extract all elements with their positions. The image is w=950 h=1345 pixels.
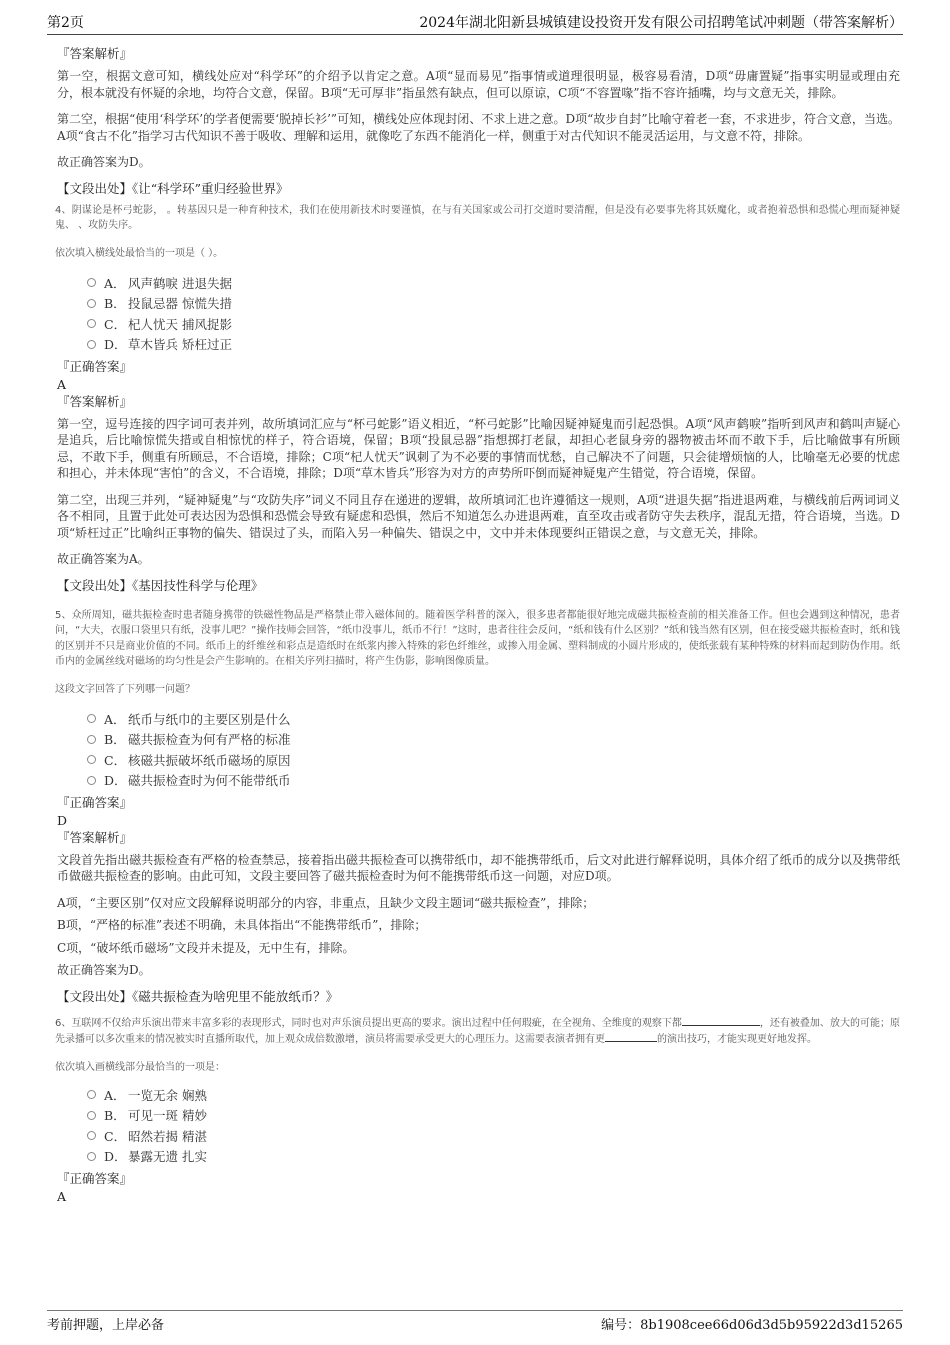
- correct-answer-label: 『正确答案』: [57, 358, 133, 374]
- option-a[interactable]: A． 一览无余 娴熟: [87, 1085, 900, 1106]
- option-c[interactable]: C． 昭然若揭 精湛: [87, 1126, 900, 1147]
- page-content: [55, 42, 900, 1206]
- question-stem: 6、互联网不仅给声乐演出带来丰富多彩的表现形式，同时也对声乐演员提出更高的要求。演出过程中任何瑕疵，在全视角、全维度的观察下都 ，还有被叠加、放大的可能；原先录播可以多次重来的情况被实时直播所取代，加上观众成倍数激增，演员将需要承受更大的心理压力。这需要表演者拥有更 的演出技巧，才能实现更好地发挥。: [55, 1015, 900, 1048]
- answer-conclusion: 故正确答案为D。: [57, 963, 151, 977]
- question-stem: 5、众所周知，磁共振检查时患者随身携带的铁磁性物品是严格禁止带入磁体间的。随着医学科普的深入，很多患者都能很好地完成磁共振检查前的相关准备工作。但也会遇到这种情况，患者问，“大夫，衣服口袋里只有纸，没事儿吧？”操作技师会回答，“纸巾没事儿，纸币不行！”这时，患者往往会反问，“纸和钱有什么区别？”纸和钱当然有区别，但在接受磁共振检查时，纸和钱的区别并不只是商业价值的不同。纸币上的纤维丝和彩点是造纸时在纸浆内掺入特殊的彩色纤维丝，或掺入用金属、塑料制成的小圆片形成的，使纸张载有某种特殊的材料而起到防伪作用。纸币内的金属丝线对磁场的均匀性是会产生影响的。在相关序列扫描时，将产生伪影，影响图像质量。: [55, 609, 900, 667]
- radio-button[interactable]: [87, 1111, 96, 1120]
- radio-button[interactable]: [87, 1152, 96, 1161]
- source-citation: 【文段出处】《让“科学环”重归经验世界》: [57, 180, 289, 196]
- analysis-label: 『答案解析』: [57, 829, 133, 845]
- question-prompt: 依次填入横线处最恰当的一项是（ ）。: [55, 247, 224, 259]
- option-b[interactable]: B． 磁共振检查为何有严格的标准: [87, 729, 900, 750]
- analysis-label: 『答案解析』: [57, 46, 133, 61]
- options-list: [55, 709, 900, 791]
- option-a[interactable]: A． 风声鹤唳 进退失据: [87, 273, 900, 294]
- radio-button[interactable]: [87, 278, 96, 287]
- page-number: 第2页: [47, 15, 84, 31]
- option-a[interactable]: A． 纸币与纸巾的主要区别是什么: [87, 709, 900, 730]
- option-d[interactable]: D． 磁共振检查时为何不能带纸币: [87, 770, 900, 791]
- radio-button[interactable]: [87, 755, 96, 764]
- fill-blank: [605, 1031, 657, 1042]
- analysis-paragraph: C项，“破坏纸币磁场”文段并未提及，无中生有，排除。: [57, 940, 355, 955]
- radio-button[interactable]: [87, 340, 96, 349]
- analysis-label: 『答案解析』: [57, 393, 133, 409]
- document-id: 编号：8b1908cee66d06d3d5b95922d3d15265: [601, 1318, 903, 1333]
- document-title: 2024年湖北阳新县城镇建设投资开发有限公司招聘笔试冲刺题（带答案解析）: [419, 15, 903, 31]
- radio-button[interactable]: [87, 299, 96, 308]
- radio-button[interactable]: [87, 735, 96, 744]
- radio-button[interactable]: [87, 319, 96, 328]
- analysis-paragraph: 文段首先指出磁共振检查有严格的检查禁忌，接着指出磁共振检查可以携带纸巾，却不能携带纸币，后文对此进行解释说明，具体介绍了纸币的成分以及携带纸币做磁共振检查的影响。由此可知，文段主要回答了磁共振检查时为何不能携带纸币这一问题，对应D项。: [57, 852, 900, 883]
- options-list: [55, 1085, 900, 1167]
- option-b[interactable]: B． 投鼠忌器 惊慌失措: [87, 293, 900, 314]
- question-prompt: 依次填入画横线部分最恰当的一项是：: [55, 1061, 225, 1073]
- radio-button[interactable]: [87, 776, 96, 785]
- page-footer: [47, 1310, 903, 1333]
- analysis-paragraph: 第二空，出现三并列，“疑神疑鬼”与“攻防失序”词义不同且存在递进的逻辑，故所填词汇也许遵循这一规则，A项“进退失据”指进退两难，与横线前后两词词义各不相同，且置于此处可表达因为恐惧和恐慌会导致有疑虑和恐惧，然后不知道怎么办进退两难，直至攻击或者防守失去秩序，混乱无措，符合语境，当选。D项“矫枉过正”比喻纠正事物的偏失、错误过了头，而陷入另一种偏失、错误之中，文中并未体现要纠正错误之意，与文意无关，排除。: [57, 492, 900, 540]
- options-list: [55, 273, 900, 355]
- radio-button[interactable]: [87, 1131, 96, 1140]
- correct-answer-label: 『正确答案』: [57, 794, 133, 810]
- source-citation: 【文段出处】《磁共振检查为啥兜里不能放纸币？》: [57, 988, 339, 1004]
- analysis-paragraph: A项，“主要区别”仅对应文段解释说明部分的内容，非重点，且缺少文段主题词“磁共振检查”，排除；: [57, 895, 595, 910]
- option-c[interactable]: C． 核磁共振破坏纸币磁场的原因: [87, 750, 900, 771]
- question-stem: 4、阴谋论是杯弓蛇影， 。转基因只是一种育种技术，我们在使用新技术时要谨慎，在与有关国家或公司打交道时要清醒，但是没有必要事先将其妖魔化，或者抱着恐惧和恐慌心理而疑神疑鬼、 、攻防失序。: [55, 204, 900, 231]
- answer-conclusion: 故正确答案为D。: [57, 155, 151, 169]
- option-d[interactable]: D． 草木皆兵 矫枉过正: [87, 334, 900, 355]
- analysis-paragraph: B项，“严格的标准”表述不明确，未具体指出“不能携带纸币”，排除；: [57, 918, 427, 932]
- analysis-paragraph: 第一空，逗号连接的四字词可表并列，故所填词汇应与“杯弓蛇影”语义相近，“杯弓蛇影”比喻因疑神疑鬼而引起恐惧。A项“风声鹤唳”指听到风声和鹤叫声疑心是追兵，后比喻惊慌失措或自相惊忧的样子，符合语境，保留；B项“投鼠忌器”指想掷打老鼠，却担心老鼠身旁的器物被击坏而不敢下手，后比喻做事有所顾忌，不敢下手，侧重有所顾忌，不合语境，排除；C项“杞人忧天”讽刺了为不必要的事情而忧愁，自己解决不了问题，只会徒增烦恼的人，比喻毫无必要的忧虑和担心，并未体现“害怕”的含义，不合语境，排除；D项“草木皆兵”形容为对方的声势所吓倒而疑神疑鬼产生错觉，符合语境，保留。: [57, 416, 900, 480]
- option-b[interactable]: B． 可见一斑 精妙: [87, 1105, 900, 1126]
- correct-answer-label: 『正确答案』: [57, 1170, 133, 1186]
- correct-answer-value: D: [57, 812, 68, 828]
- analysis-paragraph: 第二空，根据“使用‘科学环’的学者便需要‘脱掉长衫’”可知，横线处应体现封闭、不求上进之意。D项“故步自封”比喻守着老一套，不求进步，符合文意，当选。A项“食古不化”指学习古代知识不善于吸收、理解和运用，就像吃了东西不能消化一样，侧重于对古代知识不能灵活运用，与文意不符，排除。: [57, 112, 900, 143]
- correct-answer-value: A: [57, 376, 67, 392]
- fill-blank: [682, 1015, 760, 1026]
- answer-conclusion: 故正确答案为A。: [57, 552, 150, 566]
- question-prompt: 这段文字回答了下列哪一问题？: [55, 683, 195, 695]
- option-c[interactable]: C． 杞人忧天 捕风捉影: [87, 314, 900, 335]
- analysis-paragraph: 第一空，根据文意可知，横线处应对“科学环”的介绍予以肯定之意。A项“显而易见”指事情或道理很明显，极容易看清，D项“毋庸置疑”指事实明显或理由充分，根本就没有怀疑的余地，均符合文意，保留。B项“无可厚非”指虽然有缺点，但可以原谅，C项“不容置喙”指不容许插嘴，均与文意无关，排除。: [57, 69, 900, 100]
- radio-button[interactable]: [87, 1090, 96, 1099]
- page-header: [47, 12, 903, 35]
- source-citation: 【文段出处】《基因技性科学与伦理》: [57, 577, 264, 593]
- correct-answer-value: A: [57, 1188, 67, 1204]
- radio-button[interactable]: [87, 714, 96, 723]
- footer-slogan: 考前押题，上岸必备: [47, 1318, 165, 1333]
- option-d[interactable]: D． 暴露无遗 扎实: [87, 1146, 900, 1167]
